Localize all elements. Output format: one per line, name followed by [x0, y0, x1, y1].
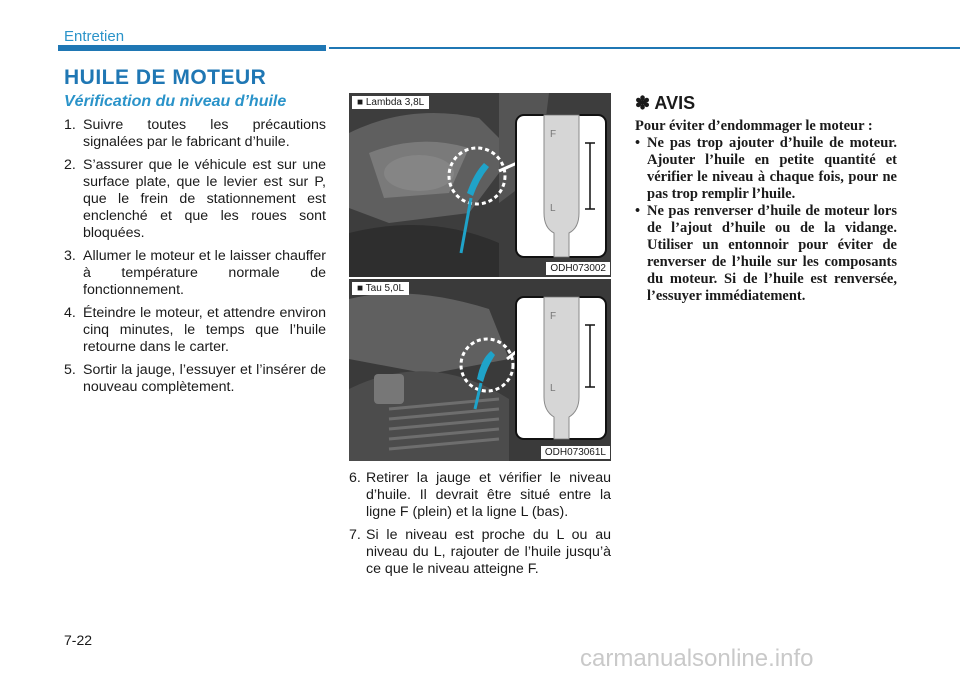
step-text: Allumer le moteur et le laisser chauffer à température normale de fonctionnement. — [83, 248, 326, 298]
notice-list — [635, 135, 897, 305]
step-item — [64, 362, 326, 396]
notice-intro: Pour éviter d’endommager le moteur : — [635, 118, 873, 134]
step-item — [349, 527, 611, 578]
section-label: Entretien — [64, 28, 125, 45]
engine-photo-lambda — [349, 93, 611, 277]
notice-item — [635, 135, 897, 203]
step-text: Sortir la jauge, l’essuyer et l’insérer de nouveau complètement. — [83, 362, 326, 395]
notice-item-text: Ne pas trop ajouter d’huile de moteur. Ajouter l’huile en petite quantité et vérifier le niveau à chaque fois, pour ne pas trop remplir l’huile. — [647, 135, 897, 202]
step-number: 3. — [64, 248, 76, 264]
steps-list-left — [64, 117, 326, 402]
dipstick-mark-l: L — [550, 383, 556, 394]
step-text: Suivre toutes les précautions signalées par le fabricant d’huile. — [83, 117, 326, 150]
step-item — [349, 470, 611, 521]
step-item — [64, 248, 326, 299]
step-text: S’assurer que le véhicule est sur une surface plate, que le levier est sur P, que le frein de stationnement est enclenché et que les roues sont bloquées. — [83, 157, 326, 241]
page-title: HUILE DE MOTEUR — [64, 66, 267, 89]
step-number: 6. — [349, 470, 361, 486]
step-item — [64, 157, 326, 242]
bullet-icon: • — [635, 203, 641, 219]
dipstick-mark-l: L — [550, 203, 556, 214]
notice-body — [635, 118, 897, 305]
step-number: 1. — [64, 117, 76, 133]
header-bar — [58, 45, 326, 51]
step-item — [64, 305, 326, 356]
photo-label: ■ Tau 5,0L — [352, 282, 409, 295]
dipstick-mark-f: F — [550, 311, 557, 322]
page-number: 7-22 — [64, 632, 93, 648]
engine-illustration — [349, 93, 611, 277]
notice-item — [635, 203, 897, 305]
bullet-icon: • — [635, 135, 641, 151]
header-rule — [329, 47, 960, 49]
photo-label: ■ Lambda 3,8L — [352, 96, 429, 109]
notice-item-text: Ne pas renverser d’huile de moteur lors de l’ajout d’huile ou de la vidange. Utiliser un entonnoir pour éviter de renverser de l’huile sur les composants du moteur. Si de l’huile est renversée, l’essuyer immédiatement. — [647, 203, 897, 304]
step-text: Retirer la jauge et vérifier le niveau d’huile. Il devrait être situé entre la ligne F (plein) et la ligne L (bas). — [366, 470, 611, 520]
notice-title: ✽ AVIS — [635, 93, 696, 113]
step-number: 7. — [349, 527, 361, 543]
step-number: 5. — [64, 362, 76, 378]
photo-code: ODH073061L — [541, 446, 610, 459]
step-number: 4. — [64, 305, 76, 321]
steps-list-right — [349, 470, 611, 584]
engine-photo-tau — [349, 279, 611, 461]
engine-illustration — [349, 279, 611, 461]
dipstick-mark-f: F — [550, 129, 557, 140]
subheading: Vérification du niveau d’huile — [64, 93, 287, 110]
step-item — [64, 117, 326, 151]
step-text: Éteindre le moteur, et attendre environ cinq minutes, le temps que l’huile retourne dans le carter. — [83, 305, 326, 355]
watermark: carmanualsonline.info — [580, 645, 814, 672]
step-number: 2. — [64, 157, 76, 173]
photo-code: ODH073002 — [546, 262, 610, 275]
step-text: Si le niveau est proche du L ou au niveau du L, rajouter de l’huile jusqu’à ce que le niveau atteigne F. — [366, 527, 611, 577]
